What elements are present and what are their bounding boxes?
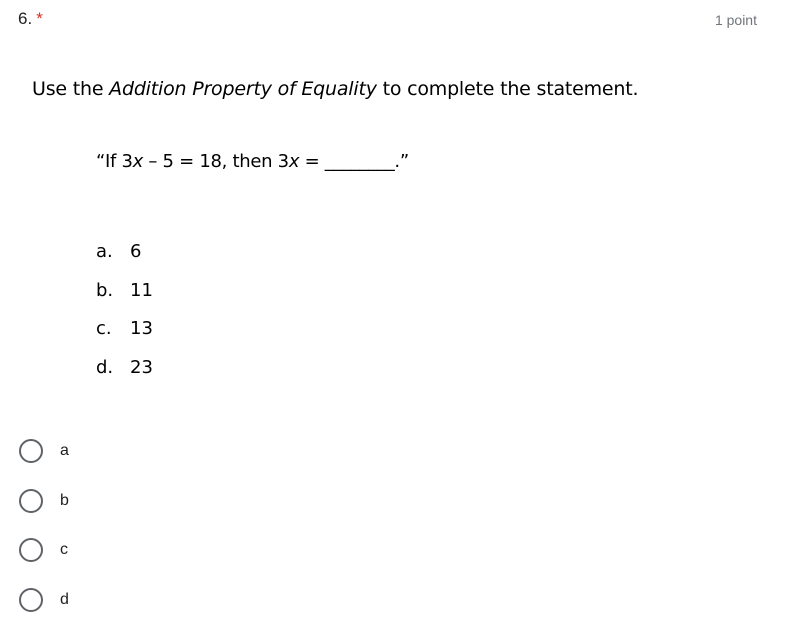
listed-choice-value: 13 xyxy=(130,318,153,340)
required-marker: * xyxy=(36,9,43,28)
listed-answer-choices xyxy=(96,241,153,396)
question-instruction xyxy=(32,78,638,100)
radio-option-c[interactable] xyxy=(19,525,69,575)
listed-choice-letter: c. xyxy=(96,318,112,340)
radio-option-a[interactable] xyxy=(19,426,69,476)
statement-part-3: = ________.” xyxy=(299,151,409,172)
radio-option-d[interactable] xyxy=(19,575,69,625)
statement-part-1: “If 3 xyxy=(96,151,133,172)
radio-label-b[interactable]: b xyxy=(60,491,69,509)
radio-label-d[interactable]: d xyxy=(60,590,69,608)
statement-variable-2: x xyxy=(288,151,300,172)
radio-options xyxy=(19,426,69,625)
points-label: 1 point xyxy=(714,12,757,28)
question-number xyxy=(18,9,43,29)
listed-choice xyxy=(96,357,153,396)
statement-variable-1: x xyxy=(132,151,144,172)
listed-choice-value: 11 xyxy=(130,279,153,301)
instruction-after: to complete the statement. xyxy=(376,78,639,100)
instruction-before: Use the xyxy=(32,78,110,100)
radio-button-b[interactable] xyxy=(19,489,43,513)
listed-choice-letter: d. xyxy=(96,357,114,379)
question-statement xyxy=(96,151,409,172)
radio-button-c[interactable] xyxy=(19,538,43,562)
listed-choice-value: 6 xyxy=(130,241,142,262)
listed-choice xyxy=(96,280,153,319)
radio-label-c[interactable]: c xyxy=(60,541,68,559)
instruction-emphasis: Addition Property of Equality xyxy=(109,78,377,100)
listed-choice-value: 23 xyxy=(130,357,153,379)
radio-button-d[interactable] xyxy=(19,588,43,612)
listed-choice xyxy=(96,241,153,280)
radio-button-a[interactable] xyxy=(19,439,43,463)
radio-label-a[interactable]: a xyxy=(60,441,69,459)
listed-choice-letter: b. xyxy=(96,279,114,301)
listed-choice-letter: a. xyxy=(96,241,113,262)
listed-choice xyxy=(96,318,153,357)
question-number-text: 6. xyxy=(18,9,33,28)
statement-part-2: – 5 = 18, then 3 xyxy=(143,151,289,172)
radio-option-b[interactable] xyxy=(19,476,69,526)
